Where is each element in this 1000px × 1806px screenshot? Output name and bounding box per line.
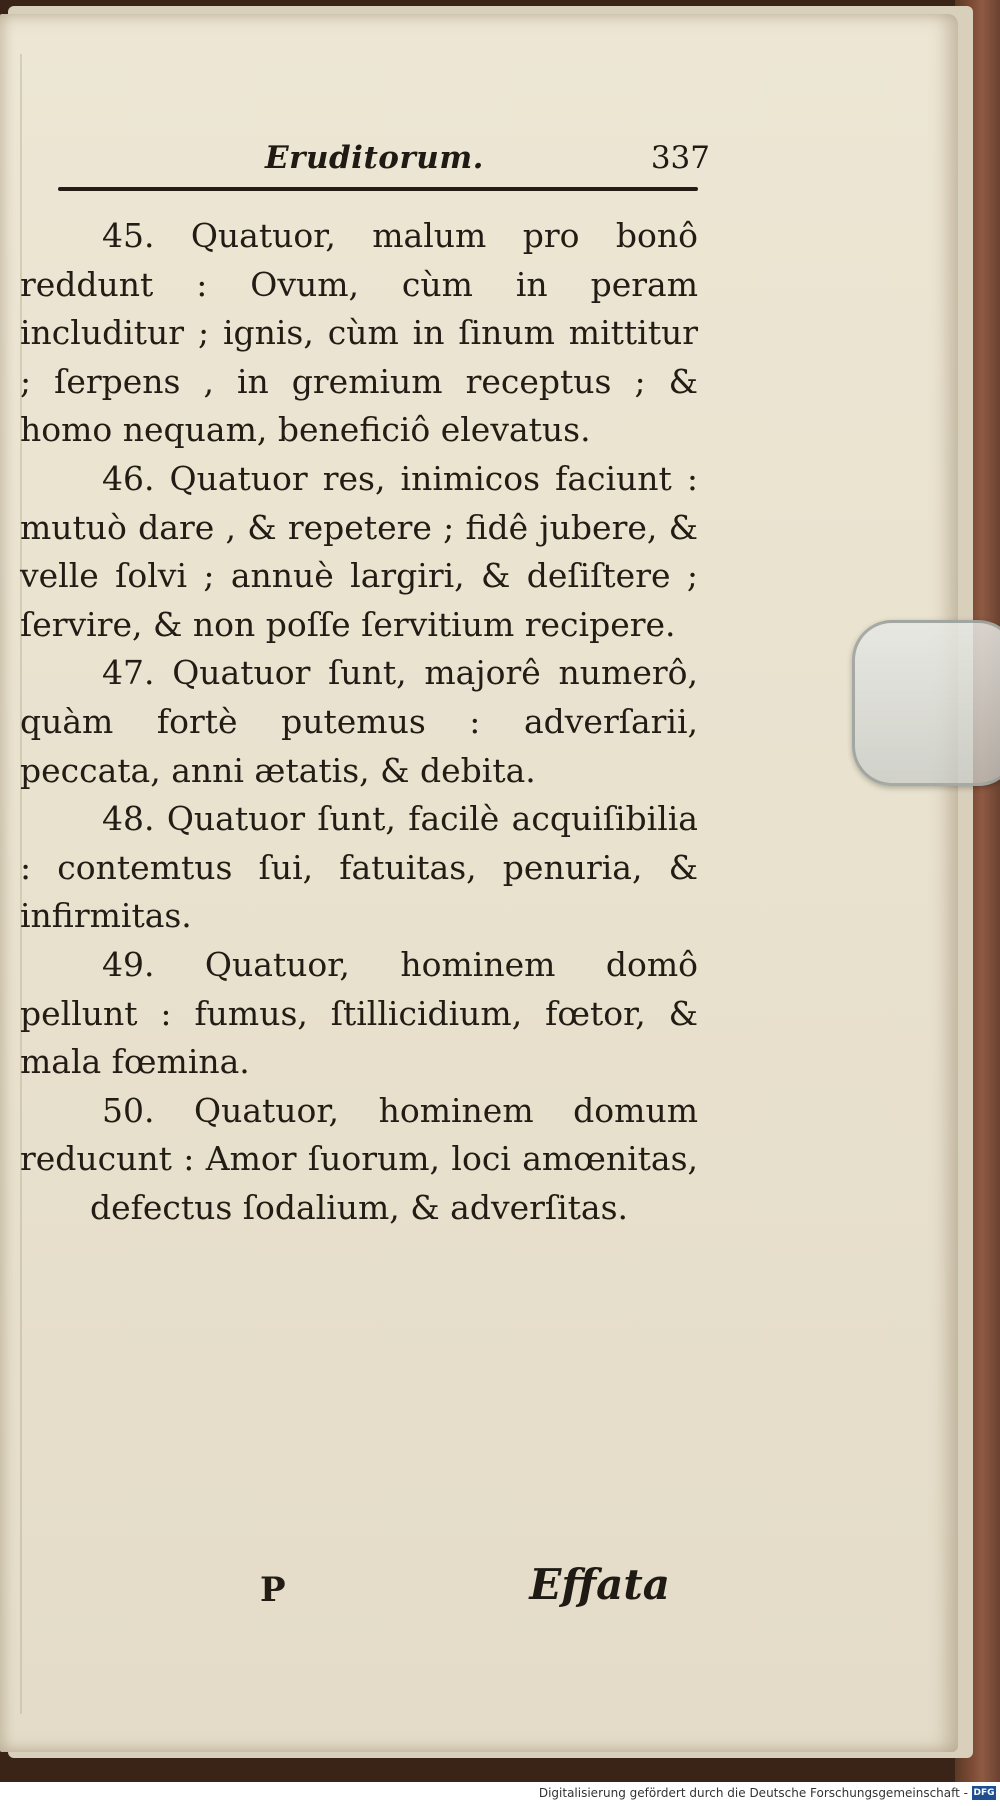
catchword: Effata xyxy=(529,1560,670,1609)
credit-text: Digitalisierung gefördert durch die Deutsche Forschungsgemeinschaft - xyxy=(538,1786,968,1800)
aphorism-46: 46. Quatuor res, inimicos faciunt : mutuò dare , & repetere ; fidê jubere, & velle ſolvi ; annuè largiri, & deſiſtere ; ſervire, & non poſſe ſervitium recipere. xyxy=(20,458,698,644)
signature-mark: P xyxy=(260,1570,286,1610)
page-header xyxy=(60,140,710,190)
header-rule xyxy=(58,187,698,191)
dfg-logo-icon: DFG xyxy=(973,1788,995,1798)
aphorism-45: 45. Quatuor, malum pro bonô reddunt : Ovum, cùm in peram includitur ; ignis, cùm in ſinum mittitur ; ſerpens , in gremium receptus ; & homo nequam, beneficiô elevatus. xyxy=(20,216,698,450)
page-number: 337 xyxy=(650,140,710,176)
page-footer xyxy=(250,1560,670,1630)
aphorism-50: 50. Quatuor, hominem domum reducunt : Amor ſuorum, loci amœnitas, defectus ſodalium, & adverſitas. xyxy=(20,1090,698,1227)
aphorism-48: 48. Quatuor ſunt, facilè acquiſibilia : contemtus ſui, fatuitas, penuria, & infirmitas. xyxy=(20,799,698,936)
page-clip xyxy=(852,620,1000,786)
page-body xyxy=(20,212,698,1232)
aphorism-47: 47. Quatuor ſunt, majorê numerô, quàm fortè putemus : adverſarii, peccata, anni ætatis, & debita. xyxy=(20,653,698,790)
aphorism-49: 49. Quatuor, hominem domô pellunt : fumus, ſtillicidium, fœtor, & mala fœmina. xyxy=(20,944,698,1082)
running-title: Eruditorum. xyxy=(265,140,484,176)
credit-bar xyxy=(0,1782,1000,1806)
